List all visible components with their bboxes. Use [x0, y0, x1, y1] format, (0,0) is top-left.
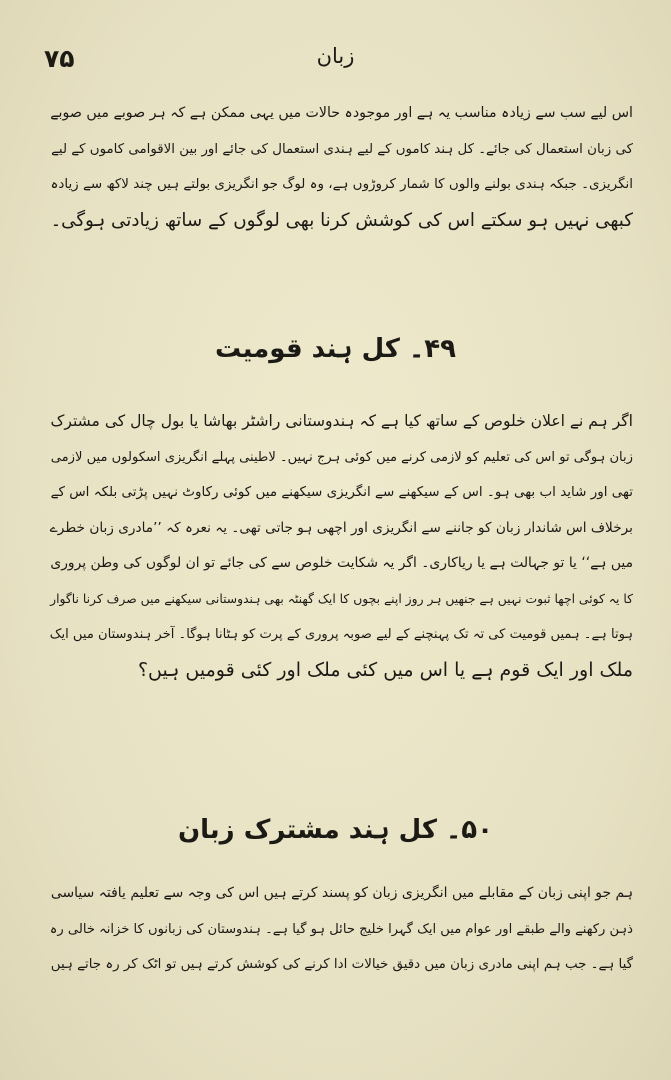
text-line: ہم جو اپنی زبان کے مقابلے میں انگریزی زبان کو پسند کرتے ہیں اس کی وجہ سے تعلیم یافتہ سیاسی [50, 885, 633, 901]
section-50-paragraph [38, 876, 633, 983]
page-header [0, 44, 671, 78]
text-line: انگریزی۔ جبکہ ہندی بولنے والوں کا شمار کروڑوں ہے، وہ لوگ جو انگریزی بولتے ہیں چند لاکھ سے زیادہ [50, 177, 633, 192]
text-line: میں ہے‘‘ یا تو جہالت ہے یا ریاکاری۔ اگر یہ شکایت خلوص سے کی جائے تو ان لوگوں کی وطن پروری [50, 555, 633, 571]
text-line: کبھی نہیں ہو سکتے اس کی کوشش کرنا بھی لوگوں کے ساتھ زیادتی ہوگی۔ [50, 209, 633, 231]
text-line: کا یہ کوئی اچھا ثبوت نہیں ہے جنھیں ہر روز اپنے بچوں کا ایک گھنٹہ بھی ہندوستانی سیکھنے میں صرف کرنا ناگوار [50, 591, 633, 606]
running-title: زبان [316, 44, 355, 68]
intro-paragraph [38, 96, 633, 238]
text-line: زبان ہوگی تو اس کی تعلیم کو لازمی کرنے میں کوئی ہرج نہیں۔ لاطینی پہلے انگریزی اسکولوں میں لازمی [50, 449, 633, 465]
text-line: ہوتا ہے۔ ہمیں قومیت کی تہ تک پہنچنے کے لیے صوبہ پروری کے پرت کو ہٹانا ہوگا۔ آخر ہندوستان میں ایک [49, 627, 633, 642]
text-line: تھی اور شاید اب بھی ہو۔ اس کے سیکھنے سے انگریزی سیکھنے میں کوئی رکاوٹ نہیں پڑتی بلکہ اس کے [50, 484, 633, 500]
text-line: ملک اور ایک قوم ہے یا اس میں کئی ملک اور کئی قومیں ہیں؟ [137, 658, 633, 681]
section-49-paragraph [38, 404, 633, 688]
text-line: برخلاف اس شاندار زبان کو جاننے سے انگریزی اور اچھی ہو جاتی تھی۔ یہ نعرہ کہ ’’مادری زبان خطرے [49, 519, 633, 536]
section-heading-50: ۵۰۔ کل ہند مشترک زبان [177, 815, 494, 845]
text-line: اگر ہم نے اعلان خلوص کے ساتھ کیا ہے کہ ہندوستانی راشٹر بھاشا یا بول چال کی مشترک [50, 412, 633, 430]
text-line: گیا ہے۔ جب ہم اپنی مادری زبان میں دقیق خیالات ادا کرنے کی کوشش کرتے ہیں تو اٹک کر رہ جاتے ہیں [50, 957, 633, 972]
page-number: ۷۵ [44, 44, 75, 73]
text-line: کی زبان استعمال کی جائے۔ کل ہند کاموں کے لیے ہندی استعمال کی جائے اور بین الاقوامی کاموں کے لیے [51, 141, 633, 157]
section-heading-49: ۴۹۔ کل ہند قومیت [215, 334, 456, 364]
text-line: اس لیے سب سے زیادہ مناسب یہ ہے اور موجودہ حالات میں یہی ممکن ہے کہ ہر صوبے میں صوبے [50, 105, 633, 121]
text-line: ذہن رکھنے والے طبقے اور عوام میں ایک گہرا خلیج حائل ہو گیا ہے۔ ہندوستان کی زبانوں کا خزانہ خالی رہ [49, 921, 633, 937]
